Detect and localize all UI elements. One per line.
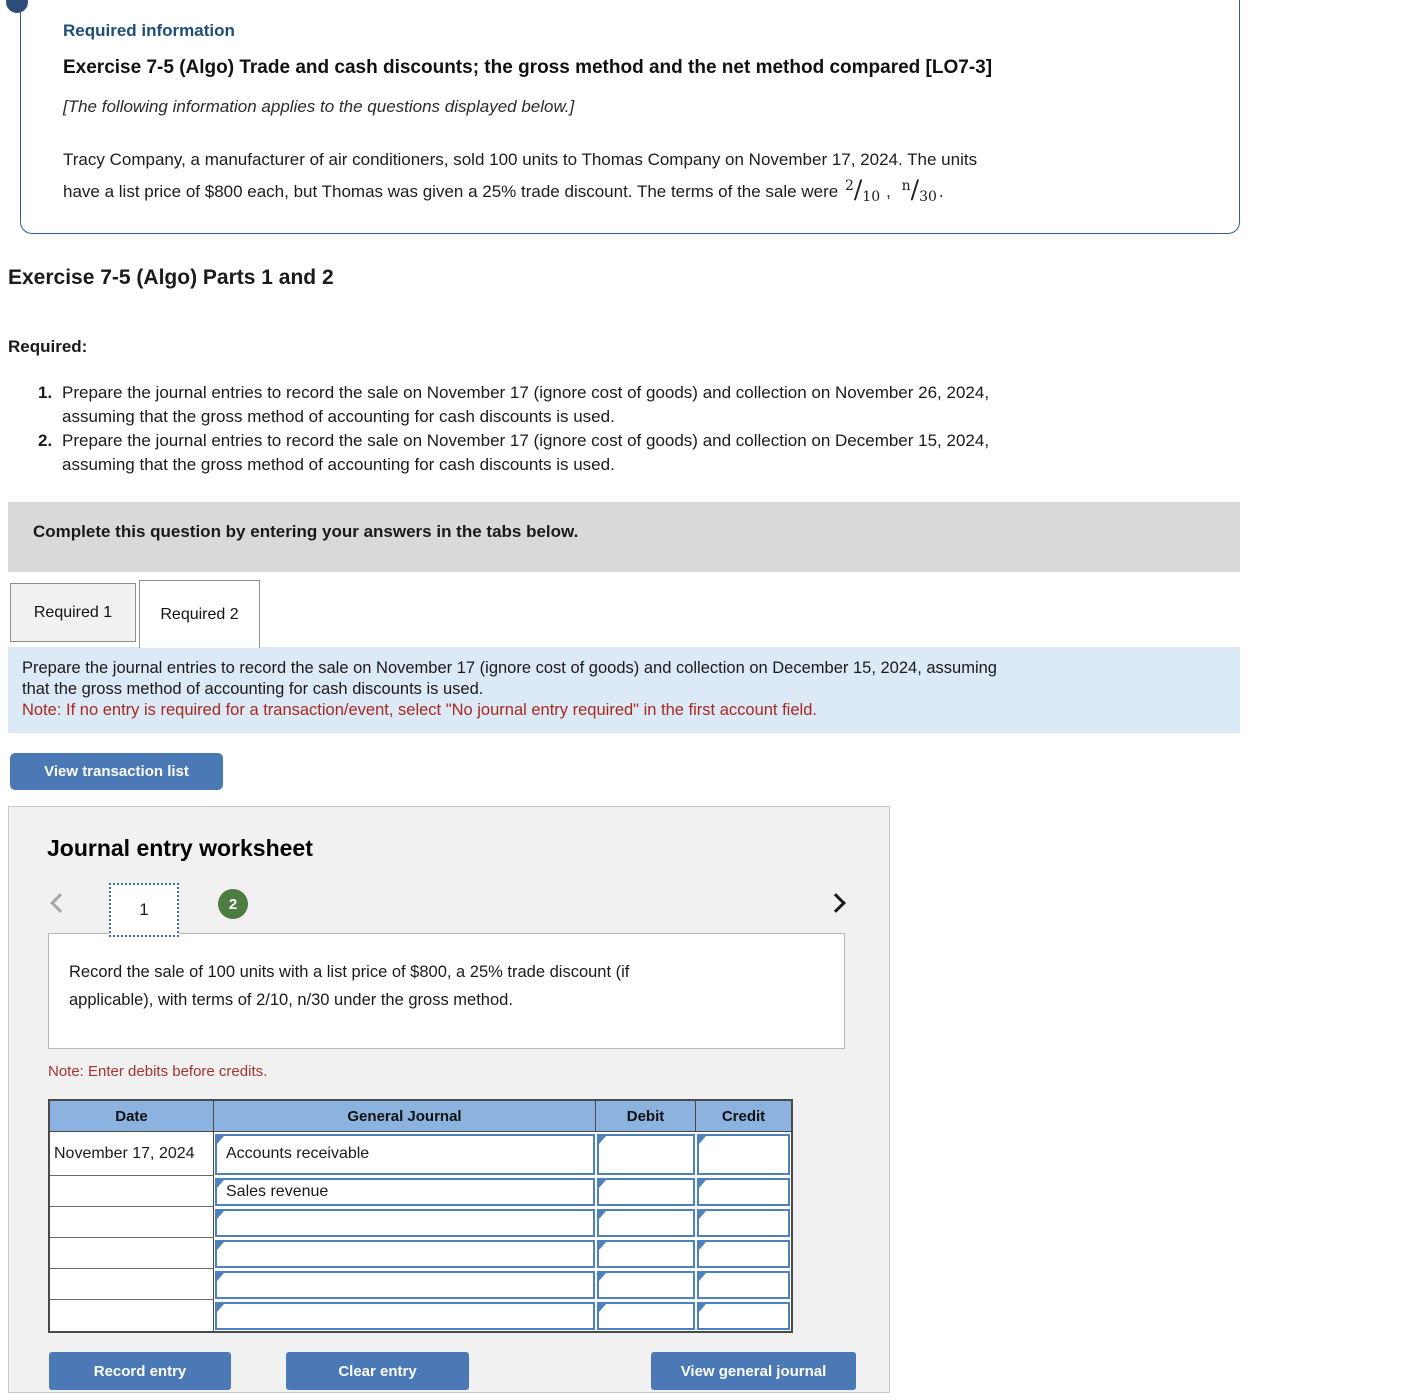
frac1-slash: / xyxy=(853,175,863,204)
account-input[interactable] xyxy=(215,1271,595,1299)
complete-question-banner xyxy=(8,502,1240,572)
account-input[interactable]: Accounts receivable xyxy=(215,1134,595,1175)
account-input[interactable] xyxy=(215,1209,595,1237)
journal-table-header xyxy=(50,1101,791,1132)
journal-row-3 xyxy=(50,1207,791,1238)
date-cell xyxy=(50,1238,214,1269)
debit-input[interactable] xyxy=(597,1209,695,1237)
date-cell xyxy=(50,1176,214,1207)
debit-input[interactable] xyxy=(597,1302,695,1330)
account-cell-wrap xyxy=(214,1176,596,1207)
no-entry-note: Note: If no entry is required for a transaction/event, select "No journal entry required" in the first account field. xyxy=(22,701,817,719)
journal-table xyxy=(48,1099,793,1333)
next-page-chevron-icon[interactable] xyxy=(826,893,846,913)
view-transaction-list-label: View transaction list xyxy=(44,763,189,780)
debit-cell-wrap xyxy=(596,1300,696,1331)
debit-cell-wrap xyxy=(596,1207,696,1238)
exercise-description xyxy=(63,145,977,208)
debit-input[interactable] xyxy=(597,1134,695,1175)
debit-cell-wrap xyxy=(596,1132,696,1176)
debit-cell-wrap xyxy=(596,1176,696,1207)
debit-input[interactable] xyxy=(597,1271,695,1299)
date-cell: November 17, 2024 xyxy=(50,1132,214,1176)
terms-separator: , xyxy=(886,182,891,201)
view-general-journal-label: View general journal xyxy=(680,1362,827,1380)
previous-page-chevron-icon[interactable] xyxy=(50,893,70,913)
credit-cell-wrap xyxy=(696,1176,791,1207)
worksheet-page-2-label: 2 xyxy=(228,895,238,913)
account-cell-wrap xyxy=(214,1269,596,1300)
journal-row-5 xyxy=(50,1269,791,1300)
transaction-description-line-2: applicable), with terms of 2/10, n/30 under the gross method. xyxy=(69,991,513,1009)
account-cell-wrap xyxy=(214,1238,596,1269)
required-info-card xyxy=(20,0,1240,234)
debit-input[interactable] xyxy=(597,1240,695,1268)
credit-cell-wrap xyxy=(696,1238,791,1269)
frac1-denominator: 10 xyxy=(862,189,881,205)
date-cell xyxy=(50,1269,214,1300)
terms-period: . xyxy=(938,182,944,201)
worksheet-page-1-label: 1 xyxy=(139,900,149,919)
account-cell-wrap xyxy=(214,1132,596,1176)
column-header-debit: Debit xyxy=(596,1101,696,1131)
clear-entry-label: Clear entry xyxy=(338,1362,417,1380)
tab-required-2[interactable] xyxy=(139,580,260,648)
requirement-1-number: 1. xyxy=(38,383,53,402)
transaction-description-box xyxy=(48,933,845,1049)
journal-row-2 xyxy=(50,1176,791,1207)
worksheet-page-2-button[interactable] xyxy=(218,889,248,919)
journal-row-1 xyxy=(50,1132,791,1176)
credit-input[interactable] xyxy=(697,1209,790,1237)
credit-cell-wrap xyxy=(696,1269,791,1300)
journal-entry-worksheet-panel xyxy=(8,806,890,1393)
requirement-1-line-2: assuming that the gross method of accounting for cash discounts is used. xyxy=(62,407,615,426)
required-label: Required: xyxy=(8,337,88,356)
account-cell-wrap xyxy=(214,1300,596,1331)
credit-input[interactable] xyxy=(697,1134,790,1175)
credit-input[interactable] xyxy=(697,1240,790,1268)
requirement-1-line-1: Prepare the journal entries to record the sale on November 17 (ignore cost of goods) and collection on November 26, 2024, xyxy=(62,383,990,402)
account-input[interactable] xyxy=(215,1240,595,1268)
instruction-line-2: that the gross method of accounting for cash discounts is used. xyxy=(22,680,484,698)
credit-input[interactable] xyxy=(697,1178,790,1206)
journal-row-4 xyxy=(50,1238,791,1269)
date-cell xyxy=(50,1300,214,1331)
description-line-2 xyxy=(63,174,977,208)
parts-heading: Exercise 7-5 (Algo) Parts 1 and 2 xyxy=(8,266,334,289)
applies-note: [The following information applies to the questions displayed below.] xyxy=(63,97,575,116)
requirement-1-text xyxy=(62,381,989,429)
requirement-2-line-1: Prepare the journal entries to record the sale on November 17 (ignore cost of goods) and collection on December 15, 2024, xyxy=(62,431,990,450)
requirement-2-line-2: assuming that the gross method of accounting for cash discounts is used. xyxy=(62,455,615,474)
credit-cell-wrap xyxy=(696,1207,791,1238)
frac2-denominator: 30 xyxy=(919,189,937,205)
journal-row-6 xyxy=(50,1300,791,1331)
tab-required-2-label: Required 2 xyxy=(160,605,239,623)
description-line-1: Tracy Company, a manufacturer of air conditioners, sold 100 units to Thomas Company on November 17, 2024. The units xyxy=(63,150,978,169)
frac2-numerator: n xyxy=(901,178,911,194)
discount-terms-fraction-1 xyxy=(844,175,881,205)
description-line-2-text: have a list price of $800 each, but Thomas was given a 25% trade discount. The terms of the sale were xyxy=(63,182,839,201)
transaction-description-line-1: Record the sale of 100 units with a list price of $800, a 25% trade discount (if xyxy=(69,963,630,981)
account-cell-wrap xyxy=(214,1207,596,1238)
credit-input[interactable] xyxy=(697,1271,790,1299)
instruction-line-1: Prepare the journal entries to record the sale on November 17 (ignore cost of goods) and collection on December 15, 2024, assuming xyxy=(22,659,997,677)
tab-required-1[interactable] xyxy=(10,583,136,642)
account-input[interactable] xyxy=(215,1302,595,1330)
clear-entry-button[interactable] xyxy=(286,1352,469,1390)
requirement-2-number: 2. xyxy=(38,431,53,450)
credit-cell-wrap xyxy=(696,1132,791,1176)
credit-input[interactable] xyxy=(697,1302,790,1330)
requirement-2-text xyxy=(62,429,989,477)
exercise-title: Exercise 7-5 (Algo) Trade and cash discounts; the gross method and the net method compared [LO7-3] xyxy=(63,57,993,78)
column-header-general-journal: General Journal xyxy=(214,1101,596,1131)
credit-cell-wrap xyxy=(696,1300,791,1331)
discount-terms-fraction-2 xyxy=(901,175,937,205)
required-info-kicker: Required information xyxy=(63,21,235,40)
debits-before-credits-note: Note: Enter debits before credits. xyxy=(48,1063,268,1080)
record-entry-button[interactable] xyxy=(49,1352,231,1390)
requirement-item-1 xyxy=(38,381,989,429)
column-header-date: Date xyxy=(50,1101,214,1131)
record-entry-label: Record entry xyxy=(93,1362,187,1380)
view-general-journal-button[interactable] xyxy=(651,1352,856,1390)
tab-required-1-label: Required 1 xyxy=(33,603,113,621)
requirement-item-2 xyxy=(38,429,989,477)
worksheet-page-1-button[interactable] xyxy=(109,883,179,937)
frac2-slash: / xyxy=(910,175,920,204)
section-marker-icon xyxy=(6,0,28,13)
frac1-numerator: 2 xyxy=(844,178,854,194)
debit-input[interactable] xyxy=(597,1178,695,1206)
date-cell xyxy=(50,1207,214,1238)
column-header-credit: Credit xyxy=(721,1107,766,1125)
view-transaction-list-button[interactable] xyxy=(10,753,223,790)
instruction-box xyxy=(8,647,1240,733)
worksheet-title: Journal entry worksheet xyxy=(47,835,313,861)
banner-text: Complete this question by entering your answers in the tabs below. xyxy=(33,522,579,541)
debit-cell-wrap xyxy=(596,1238,696,1269)
debit-cell-wrap xyxy=(596,1269,696,1300)
account-input[interactable]: Sales revenue xyxy=(215,1178,595,1206)
